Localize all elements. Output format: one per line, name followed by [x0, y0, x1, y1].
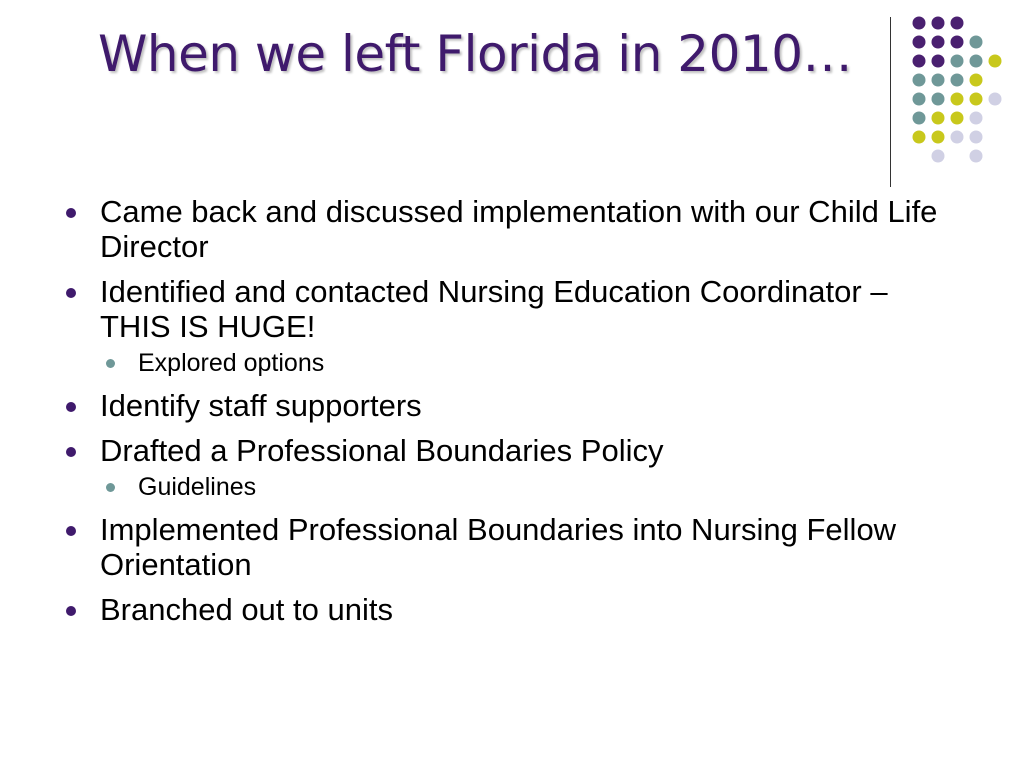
decor-dot [970, 36, 983, 49]
decor-dot [932, 55, 945, 68]
decor-dot [932, 17, 945, 30]
decor-dot [951, 74, 964, 87]
sub-bullet-item [62, 348, 962, 378]
decor-dot [970, 112, 983, 125]
sub-bullet-text: Explored options [138, 349, 325, 377]
decor-dot [932, 36, 945, 49]
bullet-item [62, 194, 962, 264]
decor-dot [932, 131, 945, 144]
decor-dot [932, 74, 945, 87]
decor-dot [989, 55, 1002, 68]
bullet-dot-icon [66, 526, 76, 536]
decor-dot [913, 74, 926, 87]
bullet-dot-icon [66, 447, 76, 457]
bullet-item [62, 274, 962, 344]
slide-body [62, 194, 962, 637]
sub-bullet-dot-icon [106, 483, 115, 492]
sub-bullet-dot-icon [106, 359, 115, 368]
decor-dot [913, 55, 926, 68]
sub-bullet-item [62, 472, 962, 502]
bullet-dot-icon [66, 208, 76, 218]
decor-dot [951, 55, 964, 68]
decor-dot [951, 93, 964, 106]
bullet-item [62, 433, 962, 468]
bullet-text: Identified and contacted Nursing Education Coordinator – THIS IS HUGE! [100, 274, 888, 344]
decor-dot [970, 150, 983, 163]
bullet-text: Identify staff supporters [100, 388, 422, 423]
decor-dot [951, 131, 964, 144]
decor-dot [913, 93, 926, 106]
decor-dot [913, 112, 926, 125]
slide-title: When we left Florida in 2010… [97, 25, 853, 83]
decorative-dot-grid [0, 0, 1024, 200]
bullet-text: Branched out to units [100, 592, 393, 627]
decor-dot [970, 93, 983, 106]
decor-dot [932, 150, 945, 163]
decor-dot [932, 93, 945, 106]
decor-dot [970, 55, 983, 68]
bullet-dot-icon [66, 402, 76, 412]
bullet-list [62, 194, 962, 627]
decor-dot [951, 36, 964, 49]
decor-dot [970, 74, 983, 87]
bullet-item [62, 512, 962, 582]
bullet-item [62, 592, 962, 627]
decor-dot [970, 131, 983, 144]
decor-dot [951, 112, 964, 125]
decor-dot [913, 131, 926, 144]
decor-dot [951, 17, 964, 30]
bullet-dot-icon [66, 288, 76, 298]
bullet-item [62, 388, 962, 423]
bullet-text: Drafted a Professional Boundaries Policy [100, 433, 664, 468]
bullet-text: Came back and discussed implementation with our Child Life Director [100, 194, 938, 264]
sub-bullet-text: Guidelines [138, 473, 257, 501]
bullet-text: Implemented Professional Boundaries into Nursing Fellow Orientation [100, 512, 897, 582]
decor-dot [932, 112, 945, 125]
decor-dot [913, 36, 926, 49]
decor-dot [989, 93, 1002, 106]
bullet-dot-icon [66, 606, 76, 616]
decor-dot [913, 17, 926, 30]
